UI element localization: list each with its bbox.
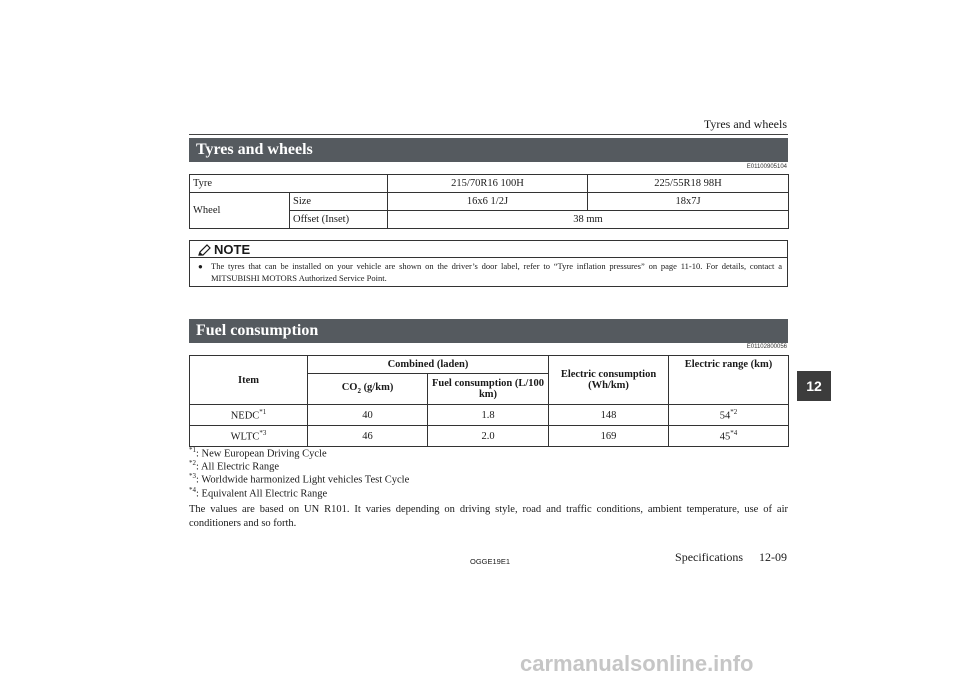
row-co2: 40 xyxy=(308,405,428,426)
header-co2: $CO_2$ (g/km) xyxy=(308,374,428,405)
size-value: 18x7J xyxy=(588,193,789,211)
footer-section: Specifications xyxy=(675,550,743,564)
note-divider xyxy=(190,257,787,258)
row-item: WLTC$^{*3}$ xyxy=(190,426,308,447)
section-code-fuel: E01102800056 xyxy=(746,344,787,350)
body-paragraph: The values are based on UN R101. It varies depending on driving style, road and traffic conditions, ambient temperature, use of air conditioners and so forth. xyxy=(189,504,788,529)
section-title-fuel: Fuel consumption xyxy=(189,319,788,343)
section-title-tyres: Tyres and wheels xyxy=(189,138,788,162)
tyre-value: 225/55R18 98H xyxy=(588,175,789,193)
row-fuel: 1.8 xyxy=(428,405,549,426)
header-combined: Combined (laden) xyxy=(308,356,549,374)
row-item: NEDC$^{*1}$ xyxy=(190,405,308,426)
pencil-icon xyxy=(198,244,211,256)
table-row xyxy=(190,405,789,426)
row-electric-range: 54$^{*2}$ xyxy=(669,405,789,426)
footer-page-info xyxy=(675,550,787,565)
row-electric-consumption: 169 xyxy=(549,426,669,447)
offset-value: 38 mm xyxy=(388,211,789,229)
bullet-icon: ● xyxy=(198,262,203,271)
note-label: NOTE xyxy=(214,242,251,257)
footnote: $^{*4}$: Equivalent All Electric Range xyxy=(189,486,328,500)
table-row xyxy=(190,426,789,447)
wheel-label: Wheel xyxy=(190,193,290,229)
row-electric-range: 45$^{*4}$ xyxy=(669,426,789,447)
footnote: $^{*2}$: All Electric Range xyxy=(189,459,280,473)
section-code-tyres: E01100905104 xyxy=(746,164,787,170)
tyre-value: 215/70R16 100H xyxy=(388,175,588,193)
row-electric-consumption: 148 xyxy=(549,405,669,426)
header-item: Item xyxy=(190,356,308,405)
tyre-label: Tyre xyxy=(190,175,388,193)
row-fuel: 2.0 xyxy=(428,426,549,447)
header-fuel: Fuel consumption (L/100 km) xyxy=(428,374,549,405)
table-header-row xyxy=(190,356,789,374)
header-electric-range: Electric range (km) xyxy=(669,356,789,405)
footnote: $^{*1}$: New European Driving Cycle xyxy=(189,446,327,460)
note-heading xyxy=(198,242,250,257)
fuel-consumption-table xyxy=(189,355,789,447)
footnote: $^{*3}$: Worldwide harmonized Light vehicles Test Cycle xyxy=(189,472,410,486)
table-row xyxy=(190,175,789,193)
size-value: 16x6 1/2J xyxy=(388,193,588,211)
chapter-tab: 12 xyxy=(797,371,831,401)
running-head: Tyres and wheels xyxy=(703,117,787,131)
tyre-wheel-table xyxy=(189,174,789,229)
table-row xyxy=(190,193,789,211)
header-electric-consumption: Electric consumption (Wh/km) xyxy=(549,356,669,405)
footer-code: OGGE19E1 xyxy=(470,557,511,566)
note-text: The tyres that can be installed on your vehicle are shown on the driver’s door label, refer to “Tyre inflation pressures” on page 11-10. For details, contact a MITSUBISHI MOTORS Authorized Service Point. xyxy=(211,261,782,283)
page-number: 12-09 xyxy=(759,550,787,564)
size-label: Size xyxy=(290,193,388,211)
note-box xyxy=(189,240,788,287)
watermark: carmanualsonline.info xyxy=(520,651,754,676)
row-co2: 46 xyxy=(308,426,428,447)
offset-label: Offset (Inset) xyxy=(290,211,388,229)
header-rule xyxy=(189,134,788,135)
